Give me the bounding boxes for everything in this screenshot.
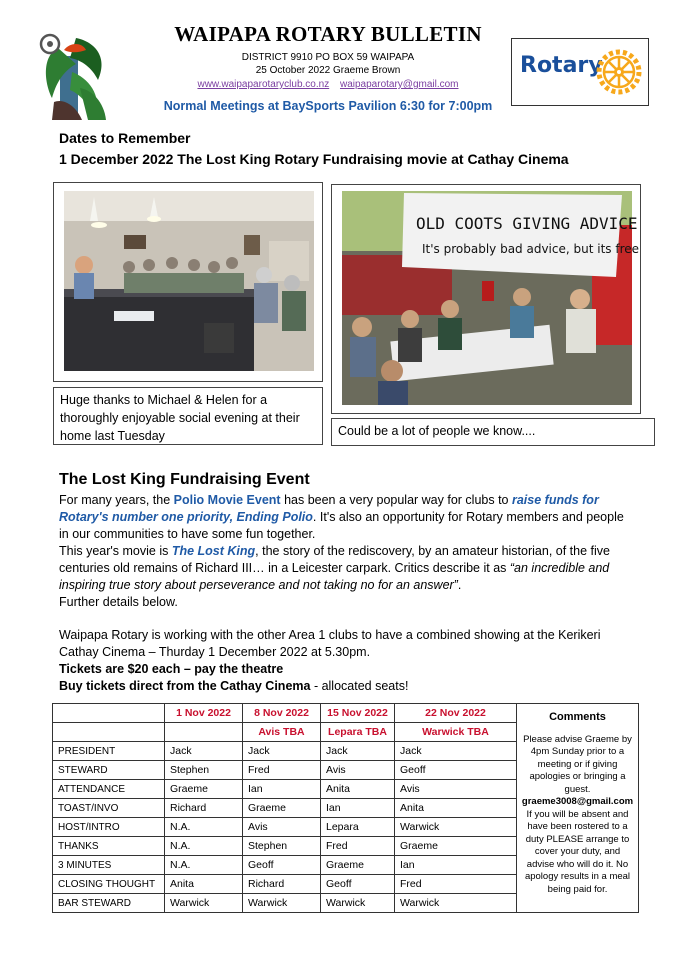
- roster-date: 1 Nov 2022: [165, 704, 243, 723]
- roster-date: 15 Nov 2022: [321, 704, 395, 723]
- banner-line2: It's probably bad advice, but its free: [422, 242, 640, 256]
- table-row: STEWARD Stephen Fred Avis Geoff: [53, 761, 639, 780]
- bulletin-title: WAIPAPA ROTARY BULLETIN: [174, 22, 482, 46]
- table-row: HOST/INTRO N.A. Avis Lepara Warwick: [53, 818, 639, 837]
- roster-subhead: Avis TBA: [243, 723, 321, 742]
- rotary-logo-text: Rotary: [520, 53, 603, 78]
- comments-email[interactable]: graeme3008@gmail.com: [521, 796, 634, 807]
- table-row: ATTENDANCE Graeme Ian Anita Avis: [53, 780, 639, 799]
- event-further-details: Further details below.: [59, 595, 178, 609]
- role-label: STEWARD: [53, 761, 165, 780]
- right-photo-caption: Could be a lot of people we know....: [331, 418, 655, 446]
- dates-item: 1 December 2022 The Lost King Rotary Fundraising movie at Cathay Cinema: [59, 151, 569, 167]
- event-paragraph-2: This year's movie is The Lost King, the story of the rediscovery, by an amateur historian, of the five centuries old remains of Richard III… in a Leicester carpark. Critics describe it as “an incredible and inspiring true story about perseverance and not taking no for an answer”.: [59, 544, 610, 592]
- rotary-wheel-icon: [596, 49, 642, 95]
- role-label: ATTENDANCE: [53, 780, 165, 799]
- tickets-price: Tickets are $20 each – pay the theatre: [59, 662, 284, 676]
- role-label: THANKS: [53, 837, 165, 856]
- polio-movie-event: Polio Movie Event: [173, 493, 281, 507]
- roster-date: 8 Nov 2022: [243, 704, 321, 723]
- duty-roster-table: [52, 703, 639, 913]
- table-row: CLOSING THOUGHT Anita Richard Geoff Fred: [53, 875, 639, 894]
- district-address: DISTRICT 9910 PO BOX 59 WAIPAPA: [241, 52, 415, 63]
- table-row: TOAST/INVO Richard Graeme Ian Anita: [53, 799, 639, 818]
- meetings-notice: Normal Meetings at BaySports Pavilion 6:30 for 7:00pm: [163, 99, 493, 113]
- event-paragraph-1: For many years, the Polio Movie Event has been a very popular way for clubs to raise funds for Rotary's number one priority, Ending Polio. It's also an opportunity for Rotary members and people in our communities to have some fun together.: [59, 493, 624, 541]
- table-row: THANKS N.A. Stephen Fred Graeme: [53, 837, 639, 856]
- event-paragraph-4: Waipapa Rotary is working with the other Area 1 clubs to have a combined showing at the Kerikeri Cathay Cinema – Thurday 1 December 2022 at 5.30pm.: [59, 628, 601, 659]
- left-photo-caption: Huge thanks to Michael & Helen for a thoroughly enjoyable social evening at their home last Tuesday: [53, 387, 323, 445]
- ending-polio: raise funds for Rotary's number one priority, Ending Polio: [59, 493, 599, 524]
- roster-corner: [53, 704, 165, 723]
- role-label: BAR STEWARD: [53, 894, 165, 913]
- table-row: PRESIDENT Jack Jack Jack Jack: [53, 742, 639, 761]
- movie-title: The Lost King: [171, 544, 256, 558]
- role-label: PRESIDENT: [53, 742, 165, 761]
- roster-comments: [517, 704, 639, 913]
- comments-heading: Comments: [549, 711, 606, 723]
- role-label: CLOSING THOUGHT: [53, 875, 165, 894]
- critics-quote: “an incredible and inspiring true story about perseverance and not taking no for an answer”: [59, 561, 610, 592]
- banner-line1: OLD COOTS GIVING ADVICE: [416, 214, 638, 233]
- email-link[interactable]: waipaparotary@gmail.com: [339, 79, 459, 90]
- contact-links: [160, 79, 496, 90]
- old-coots-photo: [331, 184, 641, 414]
- comments-text-1: Please advise Graeme by 4pm Sunday prior to a meeting or if giving apologies or bringing a guest.: [523, 733, 632, 795]
- club-logo: [36, 28, 112, 124]
- social-evening-photo: [53, 182, 323, 382]
- tickets-buy: Buy tickets direct from the Cathay Cinema - allocated seats!: [59, 679, 409, 693]
- dates-heading: Dates to Remember: [59, 130, 191, 146]
- roster-subhead: Warwick TBA: [395, 723, 517, 742]
- table-row: 3 MINUTES N.A. Geoff Graeme Ian: [53, 856, 639, 875]
- role-label: HOST/INTRO: [53, 818, 165, 837]
- role-label: 3 MINUTES: [53, 856, 165, 875]
- comments-text-2: If you will be absent and have been rostered to a duty PLEASE arrange to cover your duty, and advise who will do it. No apology results in a meal being paid for.: [524, 808, 631, 895]
- event-title: The Lost King Fundraising Event: [59, 471, 310, 488]
- date-author: 25 October 2022 Graeme Brown: [255, 65, 401, 76]
- roster-subhead: Lepara TBA: [321, 723, 395, 742]
- table-row: BAR STEWARD Warwick Warwick Warwick Warwick: [53, 894, 639, 913]
- role-label: TOAST/INVO: [53, 799, 165, 818]
- roster-date: 22 Nov 2022: [395, 704, 517, 723]
- rotary-logo: [511, 38, 649, 106]
- website-link[interactable]: www.waipaparotaryclub.co.nz: [197, 79, 330, 90]
- roster-subhead: [165, 723, 243, 742]
